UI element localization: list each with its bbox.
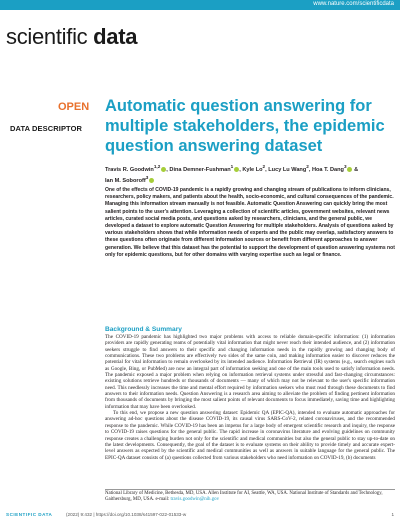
author-affiliation-marker: 3 <box>343 164 347 169</box>
paragraph: To this end, we propose a new question answering dataset: Epidemic QA (EPIC-QA), intended to evaluate automatic approaches for answering ad-hoc questions about the disease COVID-19, its causal virus SARS-CoV-2, related coronaviruses, and the recommended response to the pandemic. While COVID-19 has been an impetus for a large body of emergent scientific research and inquiry, the response to COVID-19 raises questions for the general public. The rapid increase in coronavirus literature and evolving guidelines on community response creates a challenging burden not only for the scientific and medical communities but also the general public to stay up-to-date on the latest developments. Consequently, the goal of the dataset is to evaluate systems on their ability to provide timely and accurate expert-level answers as expected by the scientific and medical communities as well as answers in suitable language for the general public. The EPIC-QA dataset consists of (a) questions collected from various stakeholders who need information on COVID-19, (b) documents <box>105 410 395 461</box>
author-separator: & <box>352 166 359 173</box>
author-affiliation-marker: 3 <box>145 174 149 180</box>
paragraph: The COVID-19 pandemic has highlighted two major problems with access to reliable domain-specific information: (1) information providers are rapidly generating reams of potentially vital information that might never reach their intended audience, and (2) information seekers struggle to find answers to their specific and changing information needs in the rapidly growing and changing body of communications. These two problems are effectively two sides of the same coin, and making information easier to discover reduces the potential for vital information to remain overlooked by its intended audience. Information Retrieval (IR) systems (e.g., search engines such as Google, Bing, or PubMed) are now an integral part of information seeking and one of the main tools used to satisfy information needs. The pandemic exposed a major problem when relying on information retrieval systems under stressful and fast-changing circumstances: existing solutions retrieve hundreds or thousands of documents — many of which may not be relevant to the user's specific information need. This needlessly increases the time and mental effort required by information seekers who must read through these documents to find answers to their information needs. Question Answering is a research area aiming to alleviate the problem of finding pertinent information from thousands of documents by bringing the most salient points of relevant documents to focus immediately, saving time and highlighting information that may have been overlooked. <box>105 334 395 410</box>
author-name[interactable]: , Hoa T. Dang <box>308 166 344 173</box>
article-type: DATA DESCRIPTOR <box>10 124 83 133</box>
author-name[interactable]: Travis R. Goodwin <box>105 166 154 173</box>
journal-name-bold: data <box>93 24 138 49</box>
author-name[interactable]: , Dina Demner-Fushman <box>166 166 231 173</box>
abstract: One of the effects of COVID-19 pandemic is a rapidly growing and changing stream of publications to inform clinicians, researchers, policy makers, and patients about the health, socio-economic, and cultural consequences of the pandemic. Managing this information stream manually is not feasible. Automatic Question Answering can quickly bring the most salient points to the user's attention. Leveraging a collection of scientific articles, government websites, relevant news articles, curated social media posts, and questions asked by researchers, clinicians, and the general public, we developed a dataset to explore automatic Question Answering for multiple stakeholders. Analysis of questions asked by various stakeholders shows that while information needs of experts and the public may overlap, satisfactory answers to these questions often originate from different information sources or benefit from different approaches to answer generation. We believe that this dataset has the potential to support the development of question answering systems not only for epidemic questions, but for other domains with varying expertise such as legal or finance. <box>105 187 395 258</box>
article-title: Automatic question answering for multiple stakeholders, the epidemic question answering dataset <box>105 97 385 155</box>
footnote-divider <box>105 489 395 490</box>
footer-citation[interactable]: (2022) 9:432 | https://doi.org/10.1038/s41597-022-01533-w <box>66 512 187 517</box>
orcid-icon[interactable] <box>347 167 352 172</box>
author-name[interactable]: Ian M. Soboroff <box>105 177 146 184</box>
journal-logo <box>6 24 137 50</box>
author-affiliation-marker: 1 <box>230 164 234 169</box>
journal-name-light: scientific <box>6 24 94 49</box>
page-footer <box>6 512 394 520</box>
body-text <box>105 334 395 461</box>
page-number: 1 <box>391 512 394 517</box>
top-banner <box>0 0 400 10</box>
section-heading: Background & Summary <box>105 326 182 333</box>
author-list <box>105 163 395 185</box>
open-access-label: OPEN <box>58 101 90 113</box>
contact-email-link[interactable]: travis.goodwin@nih.gov <box>170 497 220 503</box>
affiliations <box>105 491 395 504</box>
author-affiliation-marker: 1,2 <box>153 164 161 169</box>
affiliations-text: National Library of Medicine, Bethesda, MD, USA. Allen Institute for AI, Seattle, WA, USA. National Institute of Standards and Technology, Gaithersburg, MD, USA. e-mail: <box>105 491 383 503</box>
footer-journal-brand: SCIENTIFIC DATA <box>6 512 53 517</box>
journal-url[interactable]: www.nature.com/scientificdata <box>313 1 394 7</box>
author-name[interactable]: , Kyle Lo <box>239 166 263 173</box>
orcid-icon[interactable] <box>149 178 154 183</box>
author-name[interactable]: , Lucy Lu Wang <box>265 166 307 173</box>
author-affiliation-marker: 2 <box>262 164 266 169</box>
orcid-icon[interactable] <box>234 167 239 172</box>
author-affiliation-marker: 2 <box>306 164 309 169</box>
